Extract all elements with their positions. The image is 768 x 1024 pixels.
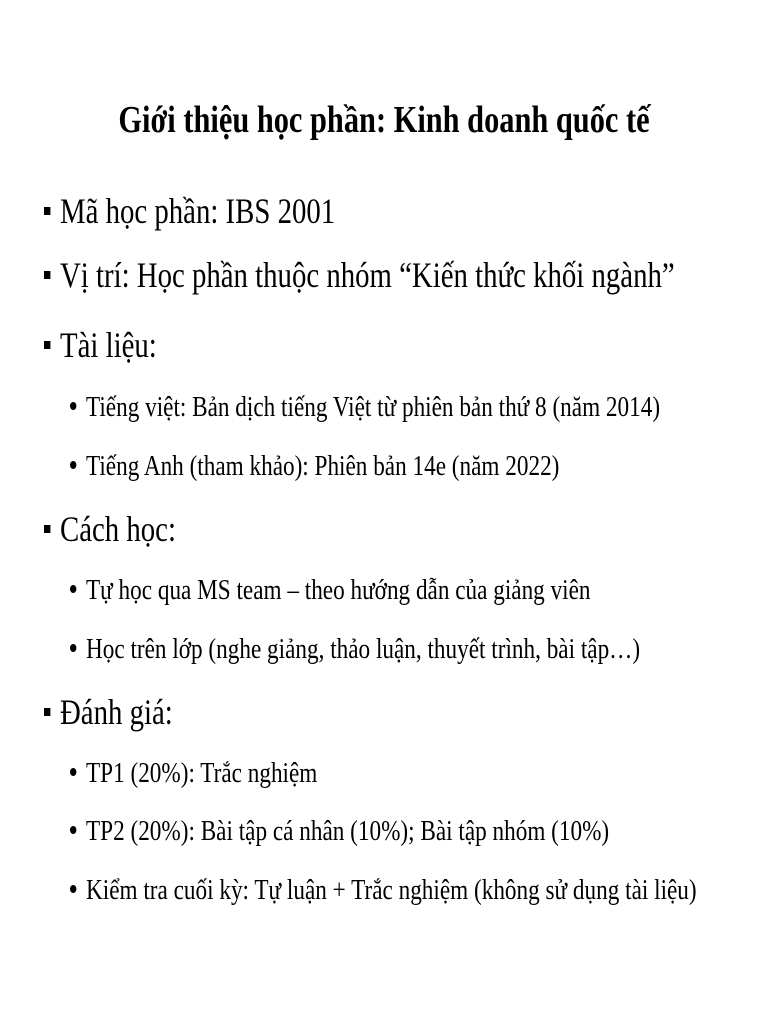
sub-item-vietnamese-edition <box>70 387 660 427</box>
sub-item-in-class <box>70 629 640 669</box>
sub-item-self-study <box>70 570 591 610</box>
bullet-item-course-code <box>44 187 335 235</box>
dot-bullet-icon <box>70 826 76 834</box>
sub-item-text: Tiếng việt: Bản dịch tiếng Việt từ phiên bản thứ 8 (năm 2014) <box>86 391 661 423</box>
bullet-text: Đánh giá: <box>60 692 173 732</box>
dot-bullet-icon <box>70 768 76 776</box>
sub-item-text: Tiếng Anh (tham khảo): Phiên bản 14e (năm 2022) <box>86 450 560 482</box>
bullet-text: Tài liệu: <box>60 325 157 365</box>
bullet-text: Mã học phần: IBS 2001 <box>60 191 336 231</box>
dot-bullet-icon <box>70 644 76 652</box>
bullet-text: Cách học: <box>60 509 176 549</box>
square-bullet-icon <box>44 341 50 349</box>
square-bullet-icon <box>44 271 50 279</box>
dot-bullet-icon <box>70 402 76 410</box>
sub-item-text: Học trên lớp (nghe giảng, thảo luận, thuyết trình, bài tập…) <box>86 633 641 665</box>
bullet-item-assessment <box>44 688 173 736</box>
sub-item-text: TP2 (20%): Bài tập cá nhân (10%); Bài tập nhóm (10%) <box>86 815 610 847</box>
square-bullet-icon <box>44 207 50 215</box>
bullet-item-materials <box>44 321 157 369</box>
bullet-item-study-method <box>44 505 176 553</box>
sub-item-text: Tự học qua MS team – theo hướng dẫn của giảng viên <box>86 574 591 606</box>
sub-item-tp2 <box>70 811 609 851</box>
dot-bullet-icon <box>70 461 76 469</box>
square-bullet-icon <box>44 708 50 716</box>
dot-bullet-icon <box>70 585 76 593</box>
sub-item-tp1 <box>70 753 317 793</box>
sub-item-english-edition <box>70 446 559 486</box>
sub-item-text: Kiểm tra cuối kỳ: Tự luận + Trắc nghiệm (không sử dụng tài liệu) <box>86 874 697 906</box>
slide-title: Giới thiệu học phần: Kinh doanh quốc tế <box>118 99 650 141</box>
bullet-item-position <box>44 251 675 299</box>
sub-item-final-exam <box>70 870 697 910</box>
dot-bullet-icon <box>70 885 76 893</box>
square-bullet-icon <box>44 525 50 533</box>
sub-item-text: TP1 (20%): Trắc nghiệm <box>86 757 318 789</box>
bullet-text: Vị trí: Học phần thuộc nhóm “Kiến thức khối ngành” <box>60 255 675 295</box>
